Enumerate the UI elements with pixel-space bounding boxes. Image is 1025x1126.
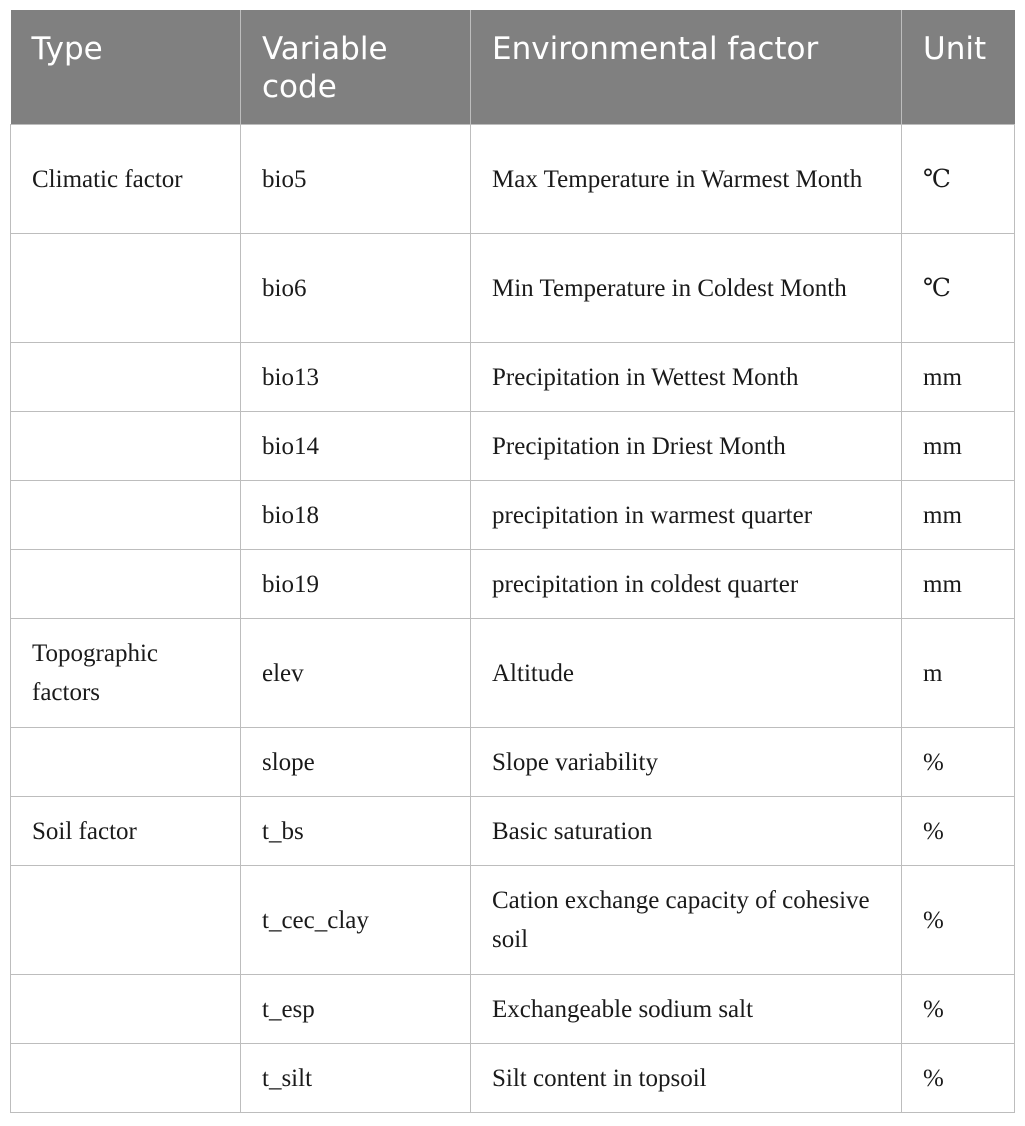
table-row xyxy=(11,550,1015,619)
cell-factor: Precipitation in Wettest Month xyxy=(471,343,902,412)
header-variable-code: Variable code xyxy=(241,10,471,125)
cell-factor: Basic saturation xyxy=(471,797,902,866)
table-row xyxy=(11,619,1015,728)
cell-unit: % xyxy=(902,1044,1015,1113)
cell-type xyxy=(11,975,241,1044)
cell-unit: mm xyxy=(902,481,1015,550)
header-unit: Unit xyxy=(902,10,1015,125)
cell-factor: precipitation in coldest quarter xyxy=(471,550,902,619)
cell-unit: % xyxy=(902,975,1015,1044)
cell-unit: m xyxy=(902,619,1015,728)
cell-unit: mm xyxy=(902,343,1015,412)
header-environmental-factor: Environmental factor xyxy=(471,10,902,125)
cell-unit: ℃ xyxy=(902,125,1015,234)
cell-factor: Slope variability xyxy=(471,728,902,797)
table-row xyxy=(11,1044,1015,1113)
cell-type xyxy=(11,234,241,343)
table-row xyxy=(11,343,1015,412)
cell-code: t_esp xyxy=(241,975,471,1044)
cell-factor: Cation exchange capacity of cohesive soil xyxy=(471,866,902,975)
cell-factor: Min Temperature in Coldest Month xyxy=(471,234,902,343)
table-row xyxy=(11,481,1015,550)
cell-unit: % xyxy=(902,866,1015,975)
cell-factor: precipitation in warmest quarter xyxy=(471,481,902,550)
cell-type xyxy=(11,728,241,797)
table-row xyxy=(11,412,1015,481)
table-row xyxy=(11,975,1015,1044)
table-row xyxy=(11,728,1015,797)
cell-type xyxy=(11,1044,241,1113)
table-row xyxy=(11,125,1015,234)
cell-factor: Altitude xyxy=(471,619,902,728)
cell-code: bio19 xyxy=(241,550,471,619)
cell-type xyxy=(11,550,241,619)
cell-type: Climatic factor xyxy=(11,125,241,234)
cell-code: elev xyxy=(241,619,471,728)
table-body xyxy=(11,125,1015,1113)
table-row xyxy=(11,797,1015,866)
cell-code: t_silt xyxy=(241,1044,471,1113)
cell-type: Soil factor xyxy=(11,797,241,866)
cell-code: t_cec_clay xyxy=(241,866,471,975)
cell-type xyxy=(11,343,241,412)
cell-unit: % xyxy=(902,728,1015,797)
cell-unit: ℃ xyxy=(902,234,1015,343)
cell-code: bio13 xyxy=(241,343,471,412)
table-row xyxy=(11,234,1015,343)
cell-code: bio18 xyxy=(241,481,471,550)
cell-code: bio14 xyxy=(241,412,471,481)
cell-type xyxy=(11,412,241,481)
cell-type xyxy=(11,866,241,975)
data-table-container xyxy=(10,10,1014,1113)
table-row xyxy=(11,866,1015,975)
header-type: Type xyxy=(11,10,241,125)
cell-code: bio6 xyxy=(241,234,471,343)
cell-unit: mm xyxy=(902,550,1015,619)
cell-factor: Precipitation in Driest Month xyxy=(471,412,902,481)
cell-unit: % xyxy=(902,797,1015,866)
cell-code: t_bs xyxy=(241,797,471,866)
cell-code: slope xyxy=(241,728,471,797)
cell-factor: Max Temperature in Warmest Month xyxy=(471,125,902,234)
cell-type: Topographic factors xyxy=(11,619,241,728)
cell-unit: mm xyxy=(902,412,1015,481)
environmental-variables-table xyxy=(10,10,1015,1113)
table-header xyxy=(11,10,1015,125)
header-row xyxy=(11,10,1015,125)
cell-factor: Exchangeable sodium salt xyxy=(471,975,902,1044)
cell-factor: Silt content in topsoil xyxy=(471,1044,902,1113)
cell-type xyxy=(11,481,241,550)
cell-code: bio5 xyxy=(241,125,471,234)
